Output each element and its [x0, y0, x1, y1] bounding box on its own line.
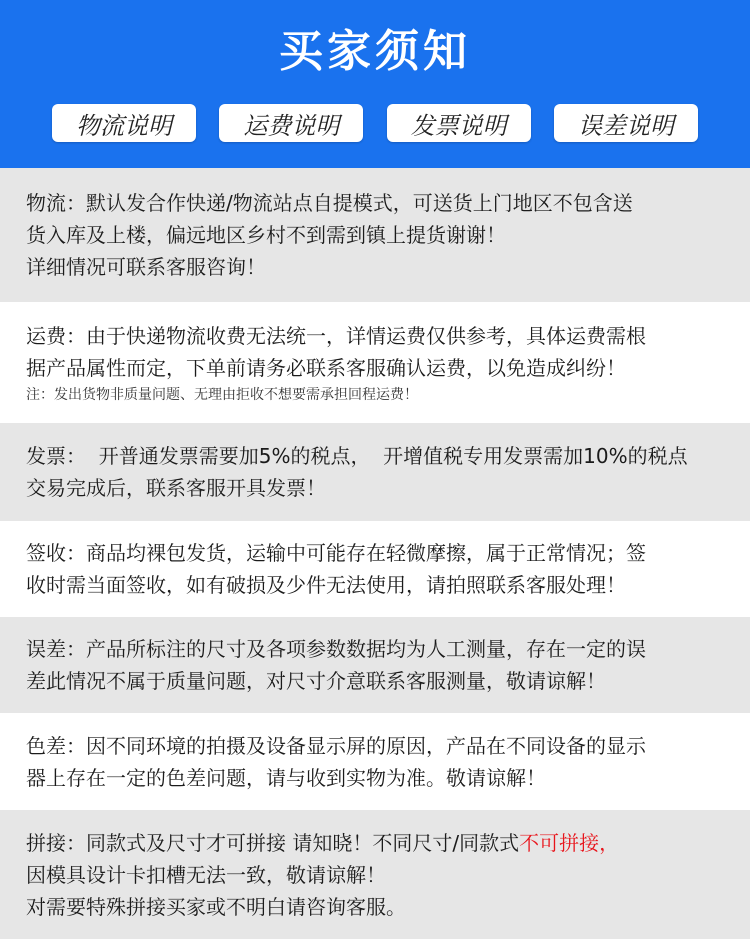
splice-line-1	[26, 827, 726, 859]
header-banner	[0, 0, 750, 168]
tab-error[interactable]: 误差说明	[554, 104, 698, 142]
shipping-line-1: 运费：由于快递物流收费无法统一，详情运费仅供参考，具体运费需根	[26, 323, 646, 348]
section-color-difference	[0, 713, 750, 810]
receipt-line-2: 收时需当面签收，如有破损及少件无法使用，请拍照联系客服处理！	[26, 573, 626, 597]
shipping-line-2: 据产品属性而定，下单前请务必联系客服确认运费，以免造成纠纷！	[26, 355, 626, 380]
color-line-2: 器上存在一定的色差问题，请与收到实物为准。敬请谅解！	[26, 765, 546, 790]
shipping-note: 注：发出货物非质量问题、无理由拒收不想要需承担回程运费！	[26, 386, 418, 403]
logistics-line-2: 货入库及上楼，偏远地区乡村不到需到镇上提货谢谢！	[26, 223, 506, 247]
invoice-line-2: 交易完成后，联系客服开具发票！	[26, 476, 326, 500]
tab-invoice[interactable]: 发票说明	[387, 104, 531, 142]
error-line-1: 误差：产品所标注的尺寸及各项参数数据均为人工测量，存在一定的误	[26, 637, 646, 661]
splice-line-1-text: 拼接：同款式及尺寸才可拼接 请知晓！不同尺寸/同款式	[26, 830, 520, 855]
error-line-2: 差此情况不属于质量问题，对尺寸介意联系客服测量，敬请谅解！	[26, 669, 606, 693]
splice-warning-text: 不可拼接，	[519, 830, 620, 855]
section-shipping-fee	[0, 302, 750, 423]
page-title: 买家须知	[279, 26, 471, 77]
section-receipt	[0, 521, 750, 617]
receipt-line-1: 签收：商品均裸包发货，运输中可能存在轻微摩擦，属于正常情况；签	[26, 541, 646, 565]
logistics-line-1: 物流：默认发合作快递/物流站点自提模式，可送货上门地区不包含送	[26, 191, 633, 215]
splice-line-2: 因模具设计卡扣槽无法一致，敬请谅解！	[26, 862, 386, 887]
section-splice	[0, 810, 750, 939]
tab-bar	[52, 104, 698, 142]
color-line-1: 色差：因不同环境的拍摄及设备显示屏的原因，产品在不同设备的显示	[26, 733, 646, 758]
section-invoice	[0, 423, 750, 521]
section-error	[0, 617, 750, 713]
section-logistics	[0, 168, 750, 302]
tab-shipping-fee[interactable]: 运费说明	[219, 104, 363, 142]
tab-logistics[interactable]: 物流说明	[52, 104, 196, 142]
splice-line-3: 对需要特殊拼接买家或不明白请咨询客服。	[26, 894, 406, 919]
logistics-line-3: 详细情况可联系客服咨询！	[26, 255, 266, 279]
invoice-line-1: 发票： 开普通发票需要加5%的税点， 开增值税专用发票需加10%的税点	[26, 444, 688, 468]
